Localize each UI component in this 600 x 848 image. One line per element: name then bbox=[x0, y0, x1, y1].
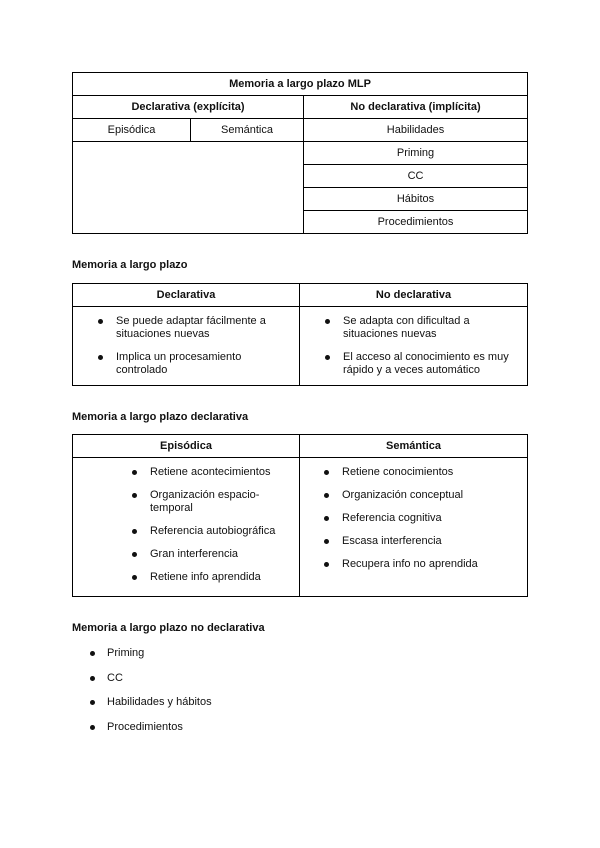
declarative-header: Declarativa (explícita) bbox=[73, 96, 304, 119]
declarative-column-header: Declarativa bbox=[73, 284, 300, 307]
empty-cell bbox=[73, 142, 304, 234]
non-declarative-item: Hábitos bbox=[304, 188, 528, 211]
non-declarative-column-header: No declarativa bbox=[300, 284, 528, 307]
list-item: Gran interferencia bbox=[132, 548, 293, 561]
list-item: Retiene acontecimientos bbox=[132, 466, 293, 479]
non-declarative-header: No declarativa (implícita) bbox=[304, 96, 528, 119]
list-item: Retiene conocimientos bbox=[324, 466, 521, 479]
list-item: Recupera info no aprendida bbox=[324, 558, 521, 571]
list-item: Priming bbox=[72, 647, 527, 672]
list-item: CC bbox=[72, 672, 527, 697]
non-declarative-column bbox=[300, 307, 528, 386]
list-item: Organización espacio-temporal bbox=[132, 489, 293, 515]
declarative-comparison-table bbox=[72, 434, 528, 597]
semantic-column-header: Semántica bbox=[300, 435, 528, 458]
list-item: Habilidades y hábitos bbox=[72, 696, 527, 721]
non-declarative-item: Habilidades bbox=[304, 119, 528, 142]
section-heading: Memoria a largo plazo bbox=[72, 259, 188, 271]
list-item: Referencia autobiográfica bbox=[132, 525, 293, 538]
list-item: Organización conceptual bbox=[324, 489, 521, 502]
non-declarative-list bbox=[72, 647, 527, 745]
non-declarative-item: Priming bbox=[304, 142, 528, 165]
episodic-column bbox=[73, 458, 300, 597]
document-page bbox=[72, 72, 527, 745]
list-item: El acceso al conocimiento es muy rápido y a veces automático bbox=[325, 351, 513, 377]
list-item: Retiene info aprendida bbox=[132, 571, 293, 584]
table-title: Memoria a largo plazo MLP bbox=[73, 73, 528, 96]
non-declarative-item: CC bbox=[304, 165, 528, 188]
section-heading: Memoria a largo plazo declarativa bbox=[72, 411, 249, 423]
semantic-column bbox=[300, 458, 528, 597]
semantic-cell: Semántica bbox=[191, 119, 304, 142]
episodic-column-header: Episódica bbox=[73, 435, 300, 458]
declarative-column bbox=[73, 307, 300, 386]
list-item: Se adapta con dificultad a situaciones nuevas bbox=[325, 315, 513, 341]
list-item: Se puede adaptar fácilmente a situaciones nuevas bbox=[98, 315, 285, 341]
mlp-classification-table bbox=[72, 72, 528, 234]
list-item: Escasa interferencia bbox=[324, 535, 521, 548]
list-item: Referencia cognitiva bbox=[324, 512, 521, 525]
non-declarative-item: Procedimientos bbox=[304, 211, 528, 234]
section-heading: Memoria a largo plazo no declarativa bbox=[72, 622, 265, 634]
list-item: Procedimientos bbox=[72, 721, 527, 746]
list-item: Implica un procesamiento controlado bbox=[98, 351, 285, 377]
episodic-cell: Episódica bbox=[73, 119, 191, 142]
mlp-comparison-table bbox=[72, 283, 528, 386]
